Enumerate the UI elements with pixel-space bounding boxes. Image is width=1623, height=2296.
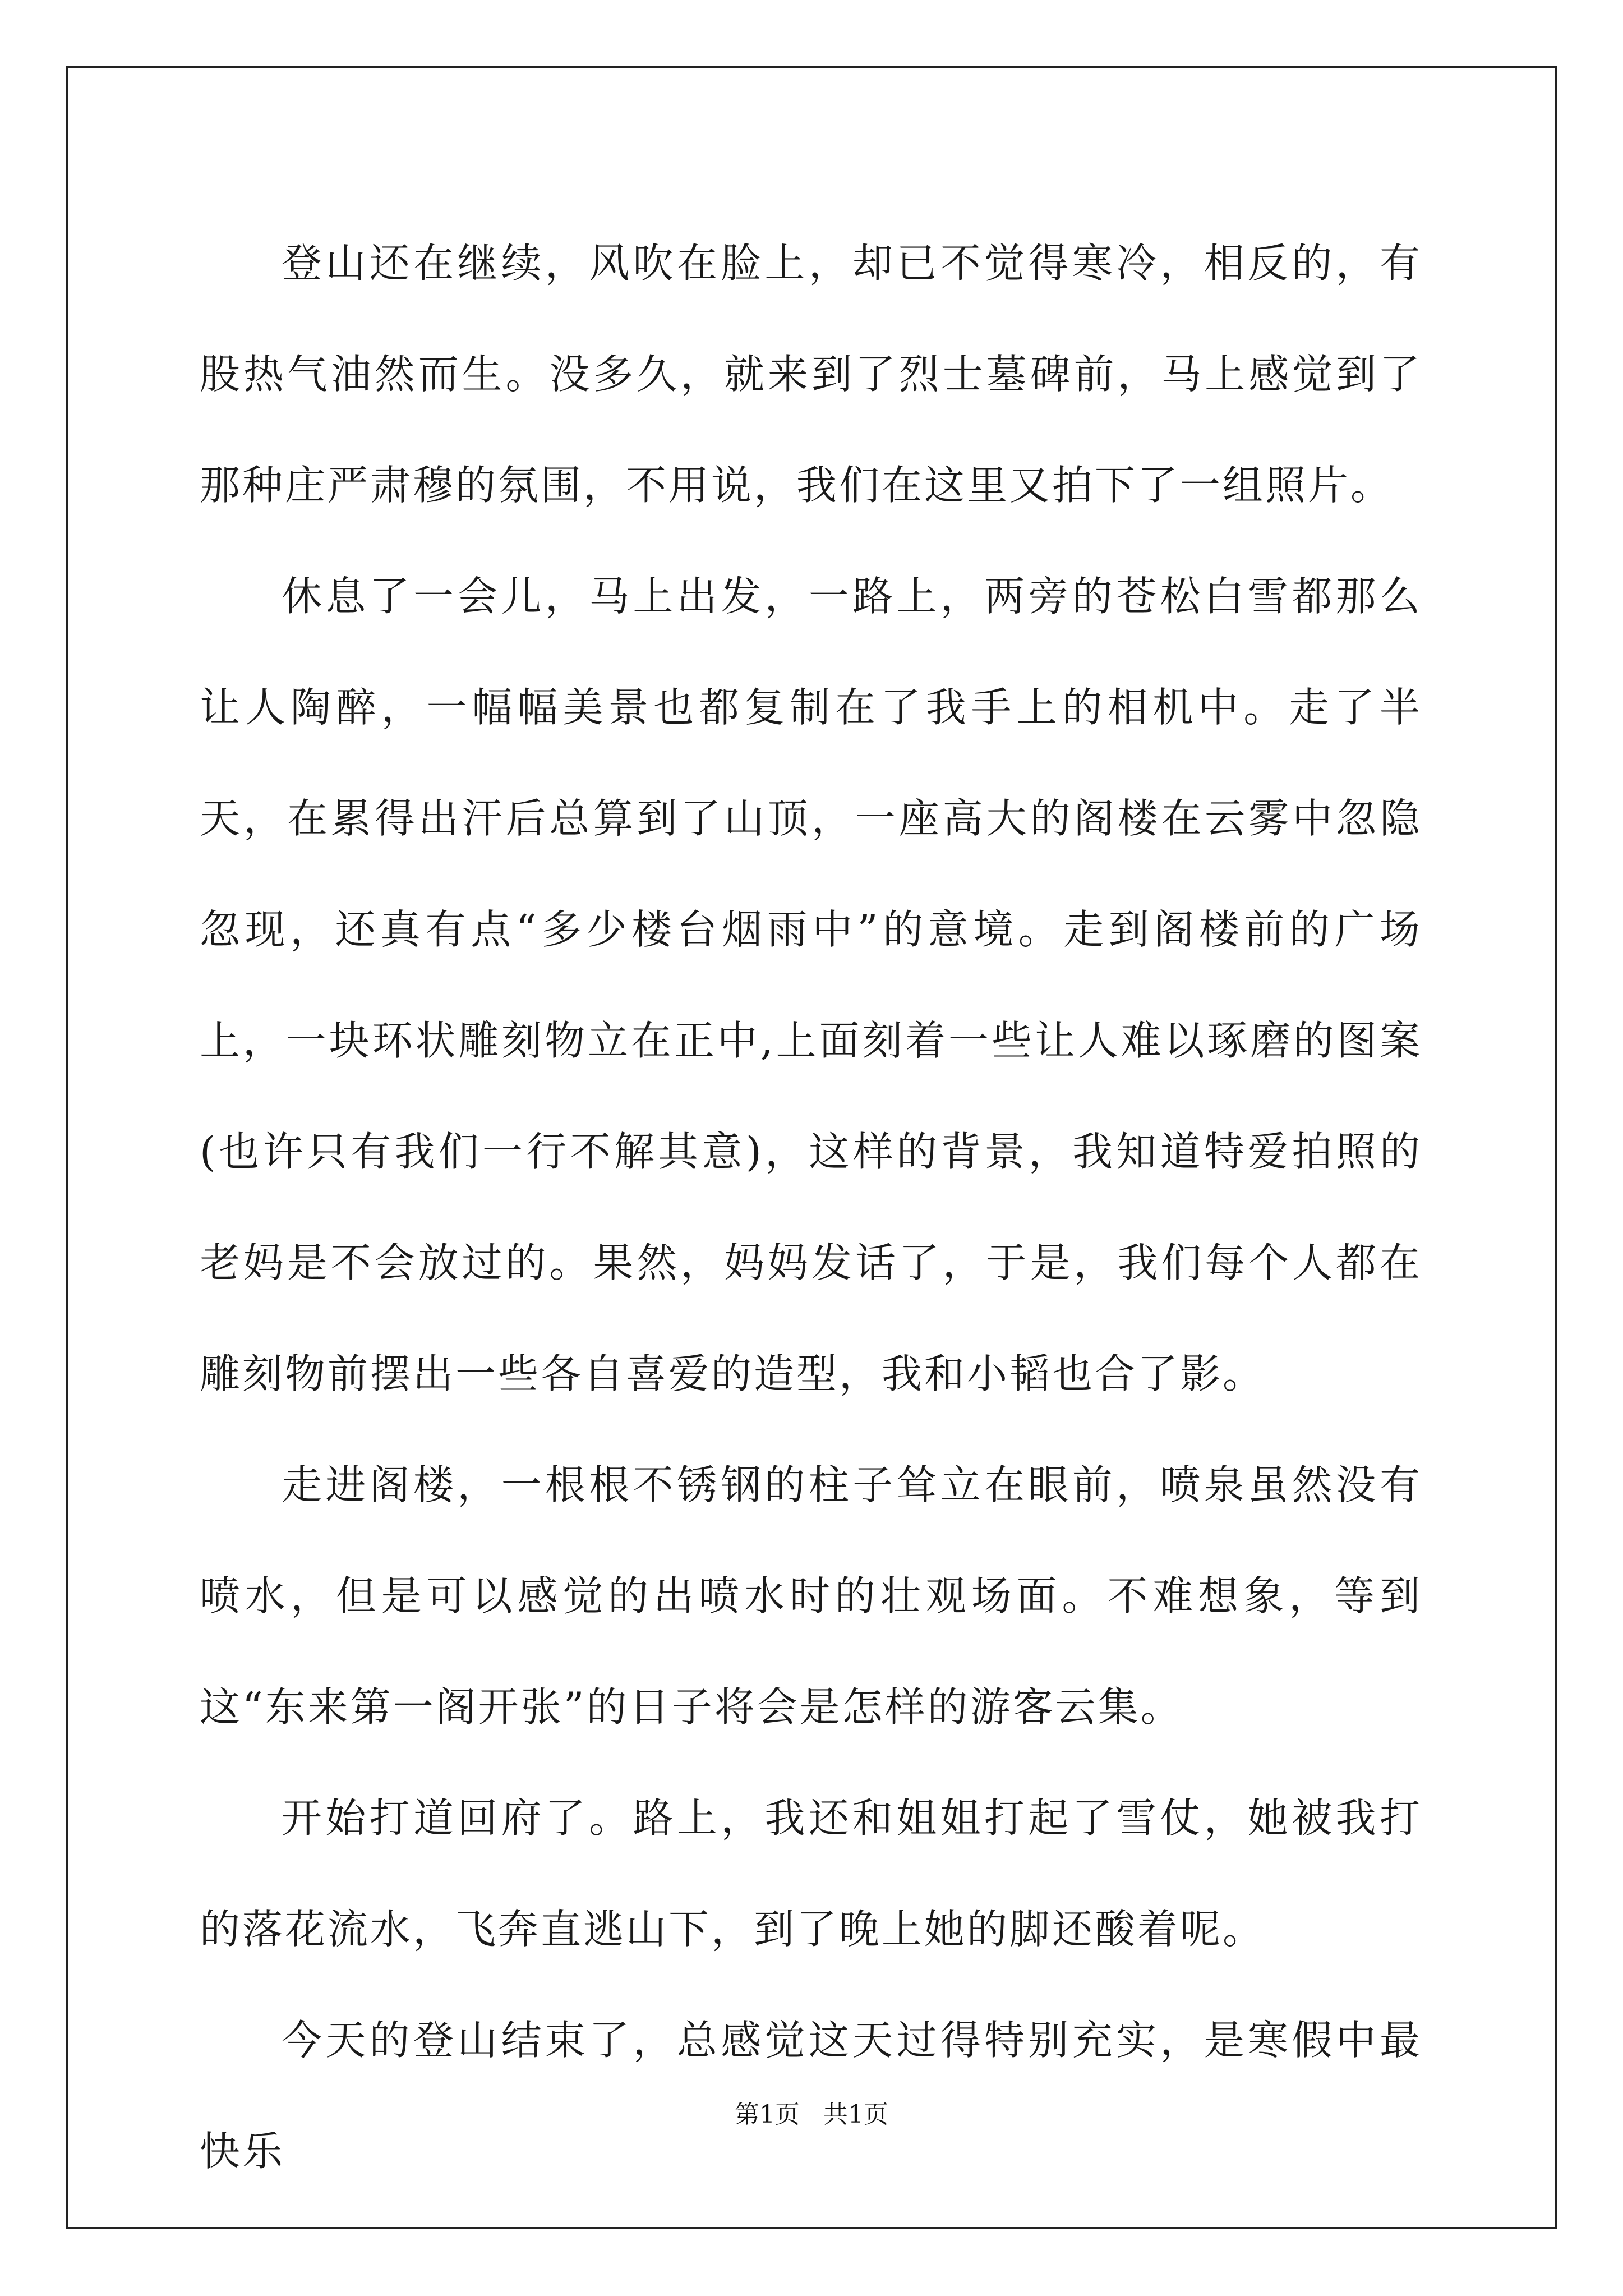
- paragraph-1: 登山还在继续，风吹在脸上，却已不觉得寒冷，相反的，有股热气油然而生。没多久，就来到了烈士墓碑前，马上感觉到了那种庄严肃穆的氛围，不用说，我们在这里又拍下了一组照片。: [200, 240, 1422, 509]
- paragraph-3: 走进阁楼，一根根不锈钢的柱子耸立在眼前，喷泉虽然没有喷水，但是可以感觉的出喷水时的壮观场面。不难想象，等到这“东来第一阁开张”的日子将会是怎样的游客云集。: [200, 1461, 1422, 1731]
- document-body: [200, 208, 1422, 2207]
- page-total: 共1页: [823, 2100, 888, 2129]
- paragraph-4: 开始打道回府了。路上，我还和姐姐打起了雪仗，她被我打的落花流水，飞奔直逃山下，到了晚上她的脚还酸着呢。: [200, 1795, 1422, 1953]
- page-number: 第1页: [735, 2100, 800, 2129]
- paragraph-5: 今天的登山结束了，总感觉这天过得特别充实，是寒假中最快乐: [200, 2017, 1422, 2175]
- page-footer: [0, 2098, 1623, 2132]
- paragraph-2: 休息了一会儿，马上出发，一路上，两旁的苍松白雪都那么让人陶醉，一幅幅美景也都复制在了我手上的相机中。走了半天，在累得出汗后总算到了山顶，一座高大的阁楼在云雾中忽隐忽现，还真有点“多少楼台烟雨中”的意境。走到阁楼前的广场上，一块环状雕刻物立在正中,上面刻着一些让人难以琢磨的图案(也许只有我们一行不解其意)，这样的背景，我知道特爱拍照的老妈是不会放过的。果然，妈妈发话了，于是，我们每个人都在雕刻物前摆出一些各自喜爱的造型，我和小韬也合了影。: [200, 573, 1422, 1397]
